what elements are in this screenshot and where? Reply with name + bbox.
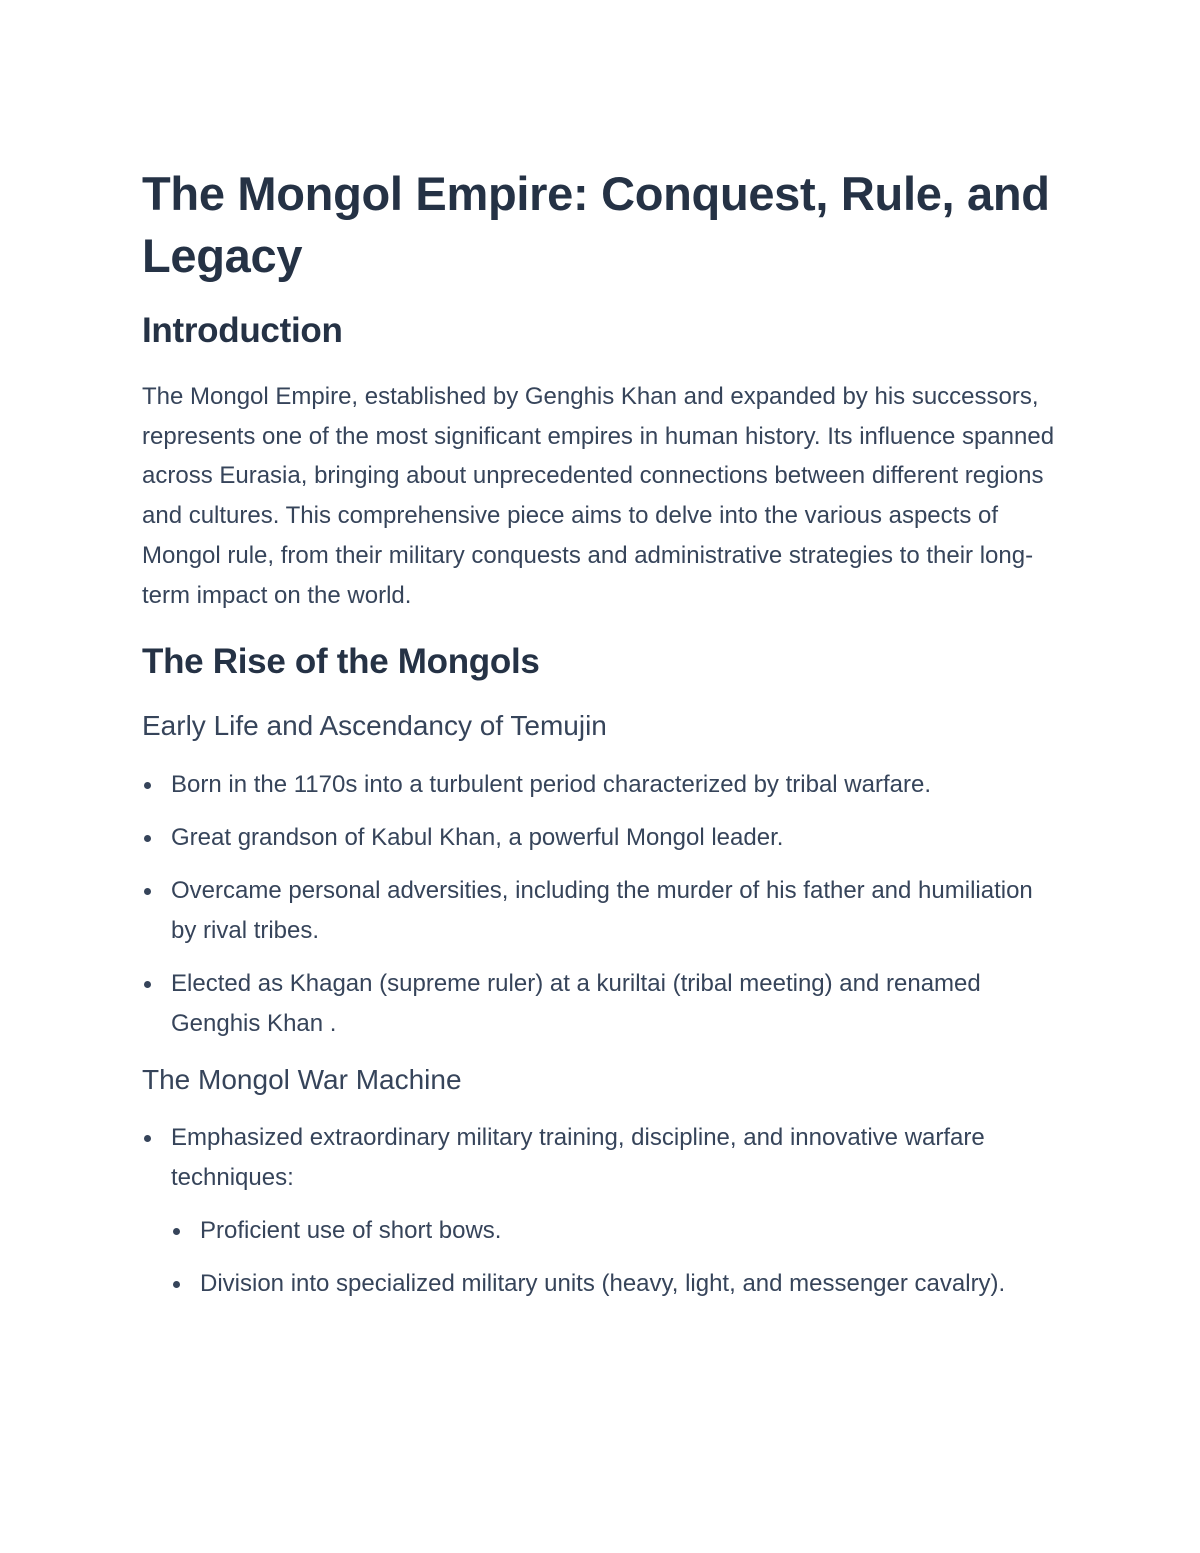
- list-item: [142, 765, 1062, 805]
- early-life-heading: Early Life and Ascendancy of Temujin: [142, 710, 607, 742]
- bullet-icon: [144, 888, 151, 895]
- introduction-heading: Introduction: [142, 311, 343, 350]
- sub-list-item: [171, 1264, 1062, 1304]
- bullet-icon: [173, 1228, 180, 1235]
- sub-list-item: [171, 1211, 1062, 1251]
- list-item: [142, 818, 1062, 858]
- list-item-text: Proficient use of short bows.: [200, 1217, 502, 1245]
- bullet-icon: [144, 782, 151, 789]
- bullet-icon: [144, 835, 151, 842]
- bullet-icon: [144, 981, 151, 988]
- list-item-text: Elected as Khagan (supreme ruler) at a kuriltai (tribal meeting) and renamed Genghis Khan .: [171, 970, 981, 1038]
- list-item-text: Overcame personal adversities, including the murder of his father and humiliation by rival tribes.: [171, 877, 1033, 945]
- early-life-list: [142, 765, 1062, 1044]
- list-item-text: Division into specialized military units (heavy, light, and messenger cavalry).: [200, 1270, 1006, 1298]
- war-machine-sub-list: [171, 1211, 1062, 1304]
- list-item: [142, 871, 1062, 951]
- war-machine-list: [142, 1118, 1062, 1304]
- list-item-text: Born in the 1170s into a turbulent period characterized by tribal warfare.: [171, 771, 931, 799]
- document-page: [142, 160, 1062, 1304]
- list-item: [142, 964, 1062, 1044]
- introduction-paragraph: The Mongol Empire, established by Genghis Khan and expanded by his successors, represents one of the most significant empires in human history. Its influence spanned across Eurasia, bringing about unprecedented connections between different regions and cultures. This comprehensive piece aims to delve into the various aspects of Mongol rule, from their military conquests and administrative strategies to their long-term impact on the world.: [142, 383, 1055, 609]
- war-machine-heading: The Mongol War Machine: [142, 1064, 462, 1096]
- list-item-text: Emphasized extraordinary military training, discipline, and innovative warfare techniques:: [171, 1124, 985, 1192]
- bullet-icon: [173, 1281, 180, 1288]
- list-item: [142, 1118, 1062, 1304]
- rise-of-mongols-heading: The Rise of the Mongols: [142, 642, 540, 682]
- document-title: The Mongol Empire: Conquest, Rule, and Legacy: [142, 167, 1050, 282]
- list-item-text: Great grandson of Kabul Khan, a powerful Mongol leader.: [171, 824, 784, 852]
- bullet-icon: [144, 1135, 151, 1142]
